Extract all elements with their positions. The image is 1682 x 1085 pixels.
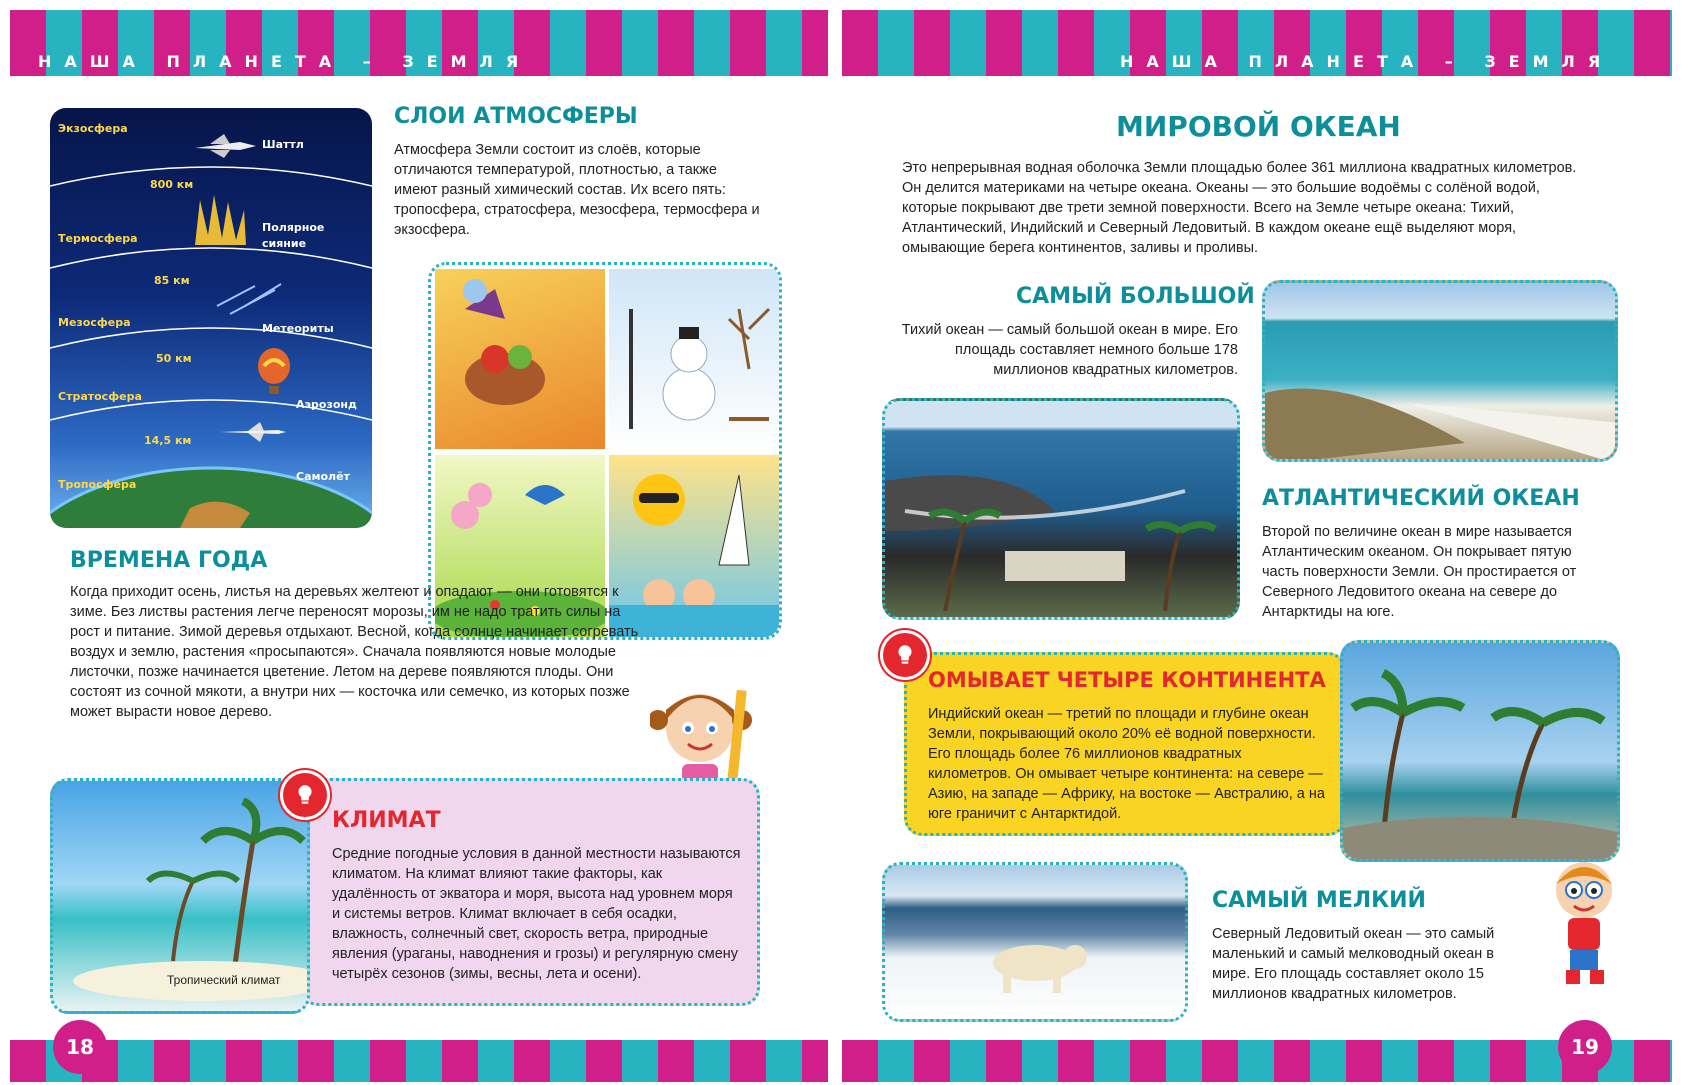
label-plane: Самолёт [296,470,350,483]
climate-title: КЛИМАТ [332,808,441,833]
atmosphere-title: СЛОИ АТМОСФЕРЫ [394,104,638,129]
label-85km: 85 км [154,274,190,287]
lightbulb-icon-right [880,630,930,680]
label-meteors: Метеориты [262,322,334,335]
label-thermosphere: Термосфера [58,232,138,245]
seasons-title: ВРЕМЕНА ГОДА [70,548,268,573]
climate-text: Средние погодные условия в данной местности называются климатом. На климат влияют такие факторы, как удалённость от экватора и моря, высота над уровнем моря и системы ветров. Климат включает в себя осадки, влажность, солнечный свет, скорость ветра, природные явления (ураганы, наводнения и грозы) и регулярную смену четырёх сезонов (зимы, весны, лета и осени). [332,846,741,982]
atmosphere-text: Атмосфера Земли состоит из слоёв, которые отличаются температурой, плотностью, а также имеют разный химический состав. Их всего пять: тропосфера, стратосфера, мезосфера, термосфера и экзосфера. [394,142,760,238]
shuttle-icon [190,130,260,160]
balloon-icon [254,348,294,398]
coast-image [882,398,1240,620]
label-exosphere: Экзосфера [58,122,128,135]
bottom-stripe-right [842,1040,1672,1082]
indian-text: Индийский океан — третий по площади и глубине океан Земли, покрывающий около 20% её водной поверхности. Его площадь более 76 миллионов квадратных километров. Он омывает четыре континента: на севере — Азию, на западе — Африку, на востоке — Австралию, а на юге граничит с Антарктидой. [928,706,1325,822]
autumn-image [435,269,605,449]
bottom-stripe-left [10,1040,828,1082]
largest-text: Тихий океан — самый большой океан в мире. Его площадь составляет немного больше 178 миллионов квадратных километров. [901,322,1238,378]
pacific-image [1262,280,1618,462]
seasons-text: Когда приходит осень, листья на деревьях желтеют и опадают — они готовятся к зиме. Без листвы растения легче переносят морозы, им не надо тратить силы на рост и питание. Зимой деревья отдыхают. Весной, когда солнце начинает согревать воздух и землю, растения «просыпаются». Сначала появляются новые молодые листочки, позже начинается цветение. Летом на дереве появляются плоды. Они состоят из сочной мякоти, а внутри них — косточка или семечко, из которых позже может вырасти новое дерево. [70,584,639,720]
page-number-left: 18 [53,1020,107,1074]
label-aurora: Полярное сияние [262,221,325,250]
atlantic-text: Второй по величине океан в мире называется Атлантическим океаном. Он покрывает пятую часть поверхности Земли. Он простирается от Северного Ледовитого океана на севере до Антарктиды на юге. [1262,524,1577,620]
label-800km: 800 км [150,178,194,191]
aurora-icon [190,190,250,250]
label-mesosphere: Мезосфера [58,316,131,329]
boy-cartoon [1544,850,1624,1000]
tropical-image [50,778,310,1014]
smallest-text: Северный Ледовитый океан — это самый маленький и самый мелководный океан в мире. Его площадь составляет около 15 миллионов квадратных километров. [1212,926,1495,1002]
tropical-caption: Тропический климат [167,973,281,987]
largest-title: САМЫЙ БОЛЬШОЙ [1016,284,1255,309]
atmosphere-diagram [50,108,372,528]
label-stratosphere: Стратосфера [58,390,142,403]
atlantic-title: АТЛАНТИЧЕСКИЙ ОКЕАН [1262,486,1580,511]
header-left: НАША ПЛАНЕТА – ЗЕМЛЯ [38,52,532,71]
winter-image [609,269,779,449]
ocean-text: Это непрерывная водная оболочка Земли площадью более 361 миллиона квадратных километров. Он делится материками на четыре океана. Океаны — это большие водоёмы с солёной водой, которые покрывают две трети земной поверхности. Всего на Земле четыре океана: Тихий, Атлантический, Индийский и Северный Ледовитый. В каждом океане ещё выделяют моря, омывающие берега континентов, заливы и проливы. [902,160,1577,256]
indian-title: ОМЫВАЕТ ЧЕТЫРЕ КОНТИНЕНТА [928,668,1326,692]
arctic-image [882,862,1188,1022]
indian-image [1340,640,1620,862]
label-50km: 50 км [156,352,192,365]
meteors-icon [215,276,285,316]
label-14km: 14,5 км [144,434,192,447]
label-shuttle: Шаттл [262,138,304,151]
smallest-title: САМЫЙ МЕЛКИЙ [1212,888,1426,913]
ocean-title: МИРОВОЙ ОКЕАН [1116,110,1401,143]
airplane-icon [218,420,288,444]
lightbulb-icon [280,770,330,820]
label-probe: Аэрозонд [296,398,357,411]
page-number-right: 19 [1558,1020,1612,1074]
label-troposphere: Тропосфера [58,478,137,491]
header-right: НАША ПЛАНЕТА – ЗЕМЛЯ [1120,52,1614,71]
